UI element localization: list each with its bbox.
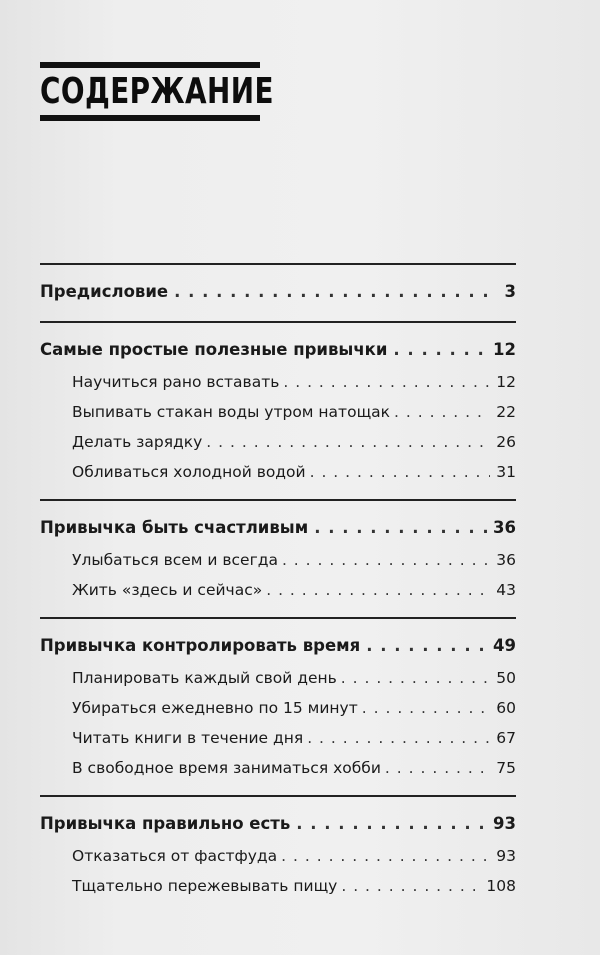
section-title: Привычка быть счастливым <box>40 518 309 537</box>
toc-entry <box>40 427 516 457</box>
section-title: Привычка правильно есть <box>40 814 291 833</box>
entry-page-number: 43 <box>496 581 516 599</box>
dot-leader <box>174 275 488 309</box>
entry-page-number: 108 <box>486 877 516 895</box>
toc-entry <box>40 753 516 783</box>
entry-page-number: 31 <box>496 463 516 481</box>
toc-section <box>40 265 516 323</box>
toc-section-entry <box>40 275 516 309</box>
section-title: Привычка контролировать время <box>40 636 361 655</box>
toc-entry <box>40 575 516 605</box>
section-page-number: 36 <box>493 518 516 537</box>
toc-section <box>40 501 516 619</box>
toc-section-entry <box>40 629 516 663</box>
entry-title: Выпивать стакан воды утром натощак <box>72 403 391 421</box>
entry-title: Тщательно пережевывать пищу <box>72 877 338 895</box>
dot-leader <box>366 629 487 663</box>
toc-entry <box>40 723 516 753</box>
toc-section <box>40 619 516 797</box>
toc-entry <box>40 871 516 901</box>
dot-leader <box>282 545 490 575</box>
toc-section <box>40 797 516 913</box>
entry-title: Планировать каждый свой день <box>72 669 337 687</box>
dot-leader <box>283 367 490 397</box>
dot-leader <box>314 511 487 545</box>
section-title: Предисловие <box>40 282 169 301</box>
entry-page-number: 22 <box>496 403 516 421</box>
section-title: Самые простые полезные привычки <box>40 340 388 359</box>
entry-title: В свободное время заниматься хобби <box>72 759 381 777</box>
toc-section-entry <box>40 333 516 367</box>
dot-leader <box>341 663 490 693</box>
dot-leader <box>341 871 482 901</box>
entry-title: Отказаться от фастфуда <box>72 847 278 865</box>
entry-page-number: 36 <box>496 551 516 569</box>
entry-page-number: 93 <box>496 847 516 865</box>
toc-entry <box>40 841 516 871</box>
entry-title: Убираться ежедневно по 15 минут <box>72 699 358 717</box>
toc-entry <box>40 457 516 487</box>
entry-title: Улыбаться всем и всегда <box>72 551 278 569</box>
dot-leader <box>281 841 490 871</box>
entry-title: Делать зарядку <box>72 433 203 451</box>
dot-leader <box>206 427 490 457</box>
toc-entry <box>40 693 516 723</box>
toc-section <box>40 323 516 501</box>
entry-page-number: 50 <box>496 669 516 687</box>
toc-section-entry <box>40 511 516 545</box>
entry-title: Научиться рано вставать <box>72 373 280 391</box>
dot-leader <box>385 753 490 783</box>
entry-page-number: 75 <box>496 759 516 777</box>
toc-entry <box>40 367 516 397</box>
toc-entry <box>40 663 516 693</box>
entry-page-number: 60 <box>496 699 516 717</box>
table-of-contents <box>40 263 516 913</box>
dot-leader <box>362 693 490 723</box>
dot-leader <box>393 333 487 367</box>
entry-title: Жить «здесь и сейчас» <box>72 581 263 599</box>
dot-leader <box>266 575 490 605</box>
contents-heading-frame <box>40 62 274 121</box>
section-page-number: 12 <box>493 340 516 359</box>
entry-page-number: 26 <box>496 433 516 451</box>
dot-leader <box>296 807 487 841</box>
toc-entry <box>40 545 516 575</box>
entry-title: Читать книги в течение дня <box>72 729 304 747</box>
toc-entry <box>40 397 516 427</box>
dot-leader <box>394 397 490 427</box>
entry-title: Обливаться холодной водой <box>72 463 306 481</box>
section-page-number: 3 <box>504 282 516 301</box>
section-page-number: 49 <box>493 636 516 655</box>
section-page-number: 93 <box>493 814 516 833</box>
entry-page-number: 12 <box>496 373 516 391</box>
contents-heading: СОДЕРЖАНИЕ <box>40 71 274 112</box>
toc-section-entry <box>40 807 516 841</box>
entry-page-number: 67 <box>496 729 516 747</box>
dot-leader <box>307 723 490 753</box>
dot-leader <box>310 457 490 487</box>
